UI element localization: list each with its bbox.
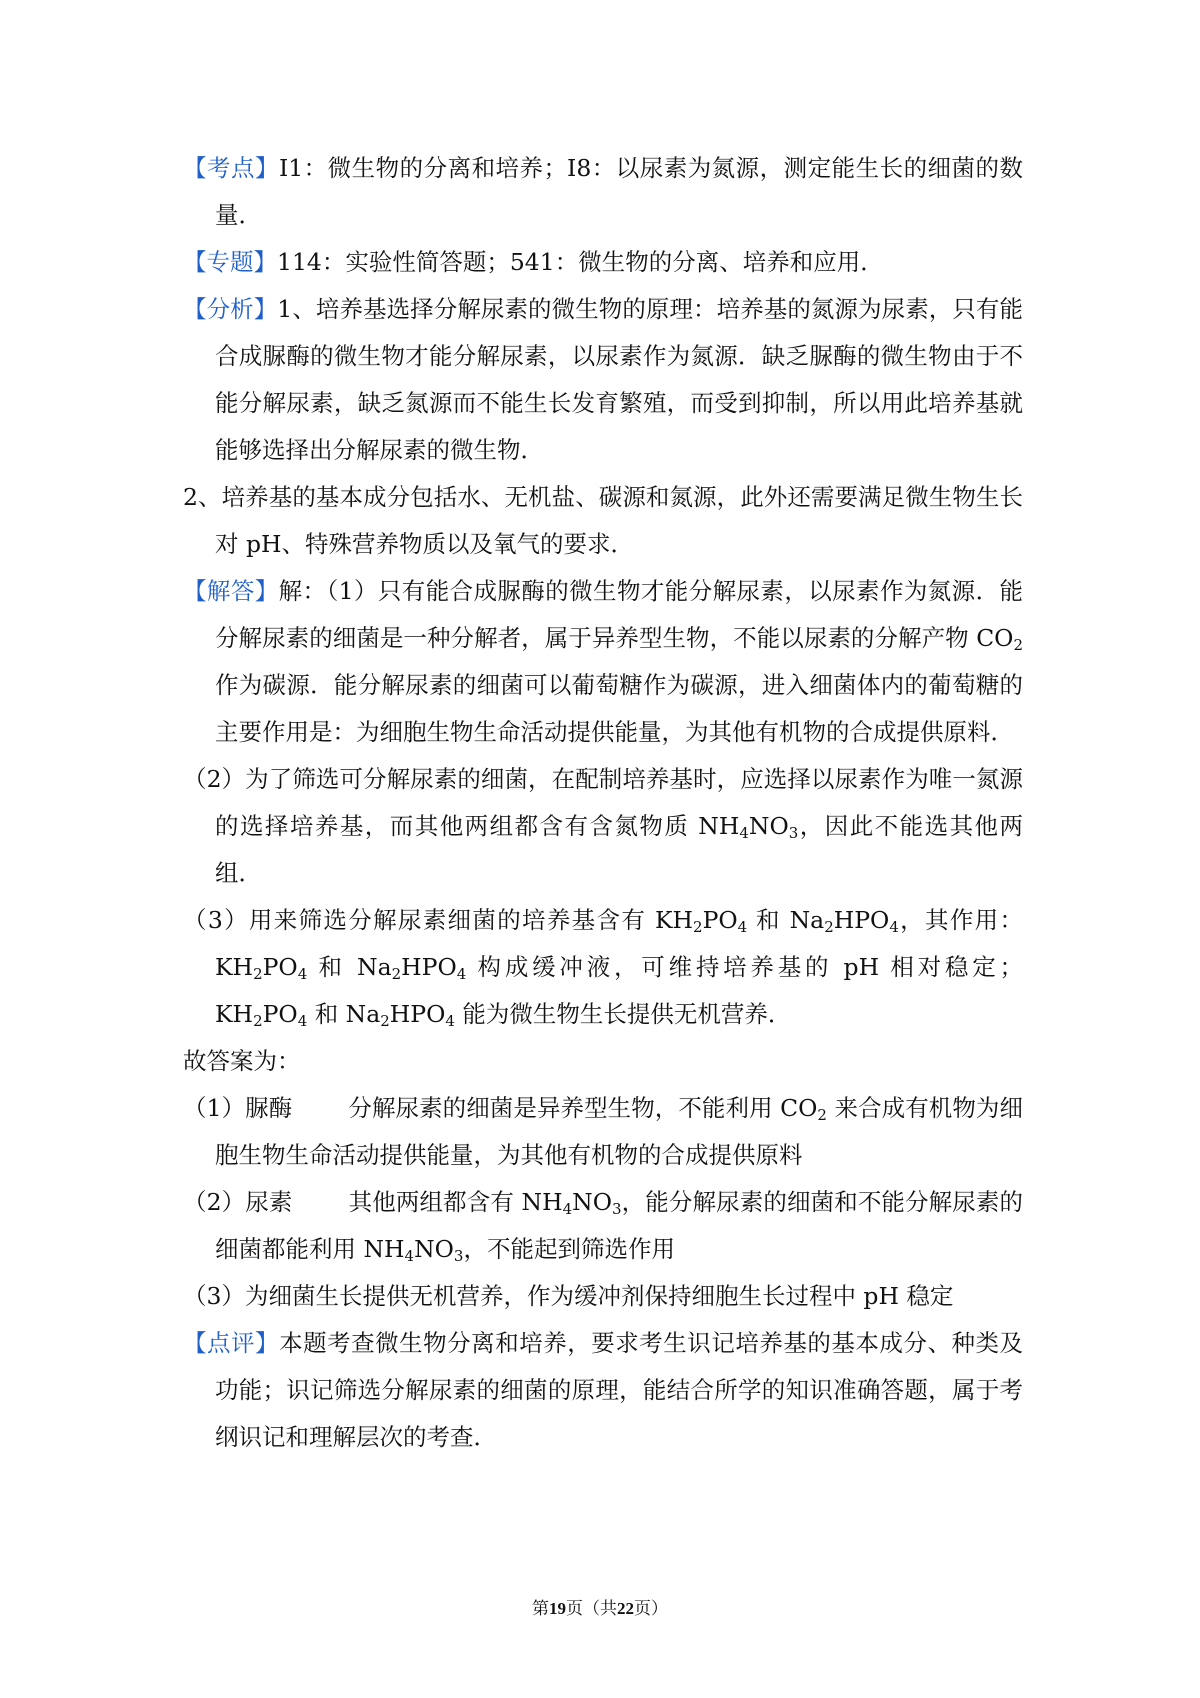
answer-1	[183, 1085, 1023, 1179]
jieda-tag: 【解答】	[183, 577, 279, 605]
footer-middle: 页（共	[566, 1599, 617, 1619]
subscript: 4	[297, 965, 308, 983]
fenxi-section	[183, 286, 1023, 474]
subscript: 3	[788, 824, 799, 842]
subscript: 4	[297, 1012, 308, 1030]
answer-2-label: （2）尿素	[183, 1188, 293, 1216]
jieda-text: PO	[702, 906, 738, 934]
answer-3	[183, 1273, 1023, 1320]
jieda-text: ，其作用：KH	[215, 906, 1023, 981]
jieda-text: 构成缓冲液，可维持培养基的 pH 相对稳定；KH	[215, 953, 1024, 1028]
subscript: 4	[737, 918, 748, 936]
footer-page-number: 19	[549, 1599, 566, 1618]
fenxi-paragraph-2	[183, 474, 1023, 568]
fenxi-paragraph-2-text: 2、培养基的基本成分包括水、无机盐、碳源和氮源，此外还需要满足微生物生长对 pH、特殊营养物质以及氧气的要求．	[183, 483, 1023, 558]
jieda-text: HPO	[389, 1000, 446, 1028]
subscript: 2	[824, 918, 834, 936]
jieda-text: 解：（1）只有能合成脲酶的微生物才能分解尿素，以尿素作为氮源．能分解尿素的细菌是一种分解者，属于异养型生物，不能以尿素的分解产物 CO	[215, 577, 1024, 652]
subscript: 4	[456, 965, 467, 983]
subscript: 2	[1013, 636, 1023, 654]
fenxi-paragraph-1: 1、培养基选择分解尿素的微生物的原理：培养基的氮源为尿素，只有能合成脲酶的微生物才能分解尿素，以尿素作为氮源．缺乏脲酶的微生物由于不能分解尿素，缺乏氮源而不能生长发育繁殖，而受到抑制，所以用此培养基就能够选择出分解尿素的微生物．	[215, 295, 1024, 464]
jieda-text: PO	[262, 953, 298, 981]
jieda-text: 和 Na	[747, 906, 825, 934]
zhuanti-section	[183, 239, 1023, 286]
answer-1-text: 来合成有机物为细胞生物生命活动提供能量，为其他有机物的合成提供原料	[215, 1094, 1023, 1169]
jieda-text: 作为碳源．能分解尿素的细菌可以葡萄糖作为碳源，进入细菌体内的葡萄糖的主要作用是：为细胞生物生命活动提供能量，为其他有机物的合成提供原料．	[215, 671, 1023, 746]
subscript: 3	[453, 1247, 464, 1265]
answer-intro-text: 故答案为：	[183, 1047, 301, 1075]
answer-3-text: （3）为细菌生长提供无机营养，作为缓冲剂保持细胞生长过程中 pH 稳定	[183, 1282, 954, 1310]
subscript: 4	[445, 1012, 455, 1030]
jieda-text: PO	[262, 1000, 298, 1028]
jieda-paragraph-3	[183, 897, 1023, 1038]
page-content	[183, 145, 1023, 1461]
jieda-text: ，因此不能选其他两组．	[215, 812, 1023, 887]
fenxi-tag: 【分析】	[183, 295, 278, 323]
answer-intro	[183, 1038, 1023, 1085]
answer-1-text: 分解尿素的细菌是异养型生物，不能利用 CO	[348, 1094, 818, 1122]
kaodian-tag: 【考点】	[183, 154, 279, 182]
jieda-text: HPO	[833, 906, 890, 934]
subscript: 2	[391, 965, 402, 983]
subscript: 2	[817, 1106, 827, 1124]
answer-2-text: NO	[572, 1188, 612, 1216]
kaodian-section	[183, 145, 1023, 239]
answer-2-text: 其他两组都含有 NH	[348, 1188, 563, 1216]
zhuanti-text: 114：实验性简答题；541：微生物的分离、培养和应用．	[277, 248, 884, 276]
answer-2-text: ，能分解尿素的细菌和不能分解尿素的细菌都能利用 NH	[215, 1188, 1024, 1263]
subscript: 4	[562, 1200, 573, 1218]
answer-2	[183, 1179, 1023, 1273]
page-footer	[0, 1594, 1200, 1619]
answer-2-text: ，不能起到筛选作用	[463, 1235, 675, 1263]
subscript: 4	[889, 918, 899, 936]
footer-prefix: 第	[532, 1599, 549, 1619]
subscript: 3	[612, 1200, 622, 1218]
jieda-text: 和 Na	[307, 953, 392, 981]
jieda-paragraph-2	[183, 756, 1023, 897]
zhuanti-tag: 【专题】	[183, 248, 277, 276]
jieda-text: （2）为了筛选可分解尿素的细菌，在配制培养基时，应选择以尿素作为唯一氮源的选择培养基，而其他两组都含有含氮物质 NH	[183, 765, 1023, 840]
jieda-text: 能为微生物生长提供无机营养．	[454, 1000, 792, 1028]
jieda-section	[183, 568, 1023, 756]
subscript: 4	[404, 1247, 415, 1265]
dianping-text: 本题考查微生物分离和培养，要求考生识记培养基的基本成分、种类及功能；识记筛选分解尿素的细菌的原理，能结合所学的知识准确答题，属于考纲识记和理解层次的考查．	[215, 1329, 1024, 1451]
footer-total-pages: 22	[617, 1599, 634, 1618]
subscript: 2	[380, 1012, 390, 1030]
jieda-text: 和 Na	[307, 1000, 381, 1028]
subscript: 4	[739, 824, 749, 842]
dianping-section	[183, 1320, 1023, 1461]
jieda-text: （3）用来筛选分解尿素细菌的培养基含有 KH	[183, 906, 694, 934]
jieda-text: HPO	[401, 953, 457, 981]
kaodian-text: I1：微生物的分离和培养；I8：以尿素为氮源，测定能生长的细菌的数量．	[215, 154, 1024, 229]
answer-2-text: NO	[414, 1235, 454, 1263]
dianping-tag: 【点评】	[183, 1329, 280, 1357]
subscript: 2	[253, 965, 263, 983]
jieda-text: NO	[748, 812, 789, 840]
footer-suffix: 页）	[634, 1599, 668, 1619]
answer-1-label: （1）脲酶	[183, 1094, 293, 1122]
subscript: 2	[253, 1012, 263, 1030]
subscript: 2	[693, 918, 703, 936]
